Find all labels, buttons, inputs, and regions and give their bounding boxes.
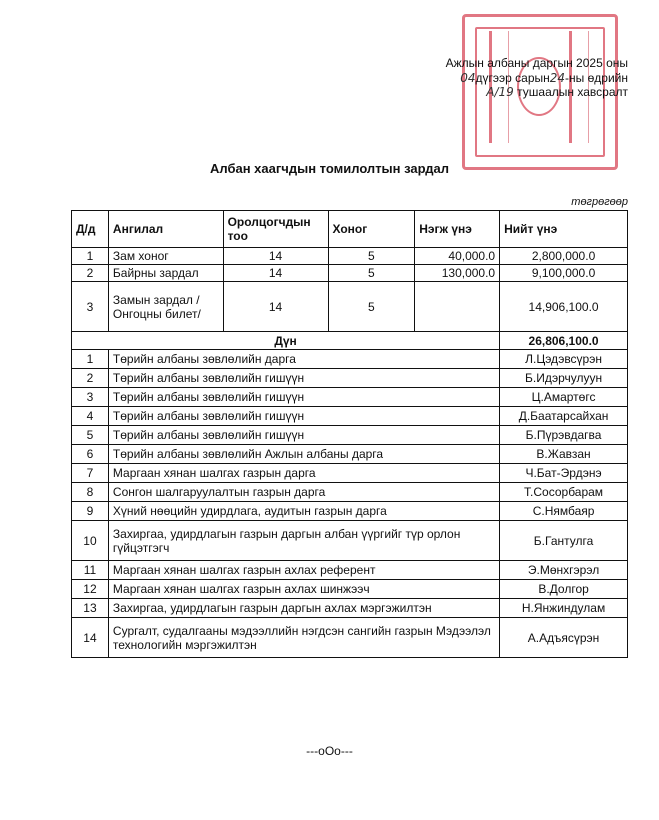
participant-no: 6: [72, 445, 109, 464]
participant-no: 13: [72, 599, 109, 618]
participant-row: [72, 350, 628, 369]
header-category: Ангилал: [108, 211, 223, 248]
participant-row: [72, 426, 628, 445]
participant-no: 8: [72, 483, 109, 502]
annex-line-3: А/19 тушаалын хавсралт: [486, 85, 628, 99]
participant-position: Захиргаа, удирдлагын газрын даргын албан үүргийг түр орлон гүйцэтгэгч: [108, 521, 499, 561]
participant-position: Төрийн албаны зөвлөлийн Ажлын албаны дарга: [108, 445, 499, 464]
participant-no: 12: [72, 580, 109, 599]
participant-no: 9: [72, 502, 109, 521]
participant-name: Б.Пүрэвдагва: [500, 426, 628, 445]
participant-name: Ц.Амартөгс: [500, 388, 628, 407]
participant-name: Т.Сосорбарам: [500, 483, 628, 502]
participant-name: С.Нямбаяр: [500, 502, 628, 521]
sum-label: Дүн: [72, 332, 500, 350]
participant-row: [72, 407, 628, 426]
header-total: Нийт үнэ: [500, 211, 628, 248]
participant-name: Л.Цэдэвсүрэн: [500, 350, 628, 369]
header-no: Д/д: [72, 211, 109, 248]
participant-row: [72, 580, 628, 599]
document-title: Албан хаагчдын томилолтын зардал: [209, 161, 449, 176]
participant-name: Д.Баатарсайхан: [500, 407, 628, 426]
participant-position: Сургалт, судалгааны мэдээллийн нэгдсэн сангийн газрын Мэдээлэл технологийн мэргэжилтэн: [108, 618, 499, 658]
participant-no: 1: [72, 350, 109, 369]
participant-name: В.Долгор: [500, 580, 628, 599]
participant-row: [72, 388, 628, 407]
participant-no: 2: [72, 369, 109, 388]
header-unit-price: Нэгж үнэ: [415, 211, 500, 248]
participant-row: [72, 369, 628, 388]
participant-no: 11: [72, 561, 109, 580]
participant-position: Төрийн албаны зөвлөлийн гишүүн: [108, 426, 499, 445]
sum-row: [72, 332, 628, 350]
participant-no: 7: [72, 464, 109, 483]
annex-line-1: Ажлын албаны даргын 2025 оны: [445, 56, 628, 70]
participant-row: [72, 561, 628, 580]
cost-row: 3 Замын зардал /Онгоцны билет/ 14 5 14,906,100.0: [72, 282, 628, 332]
currency-unit: төгрөгөөр: [571, 196, 628, 208]
participant-position: Төрийн албаны зөвлөлийн гишүүн: [108, 388, 499, 407]
participant-name: А.Адъясүрэн: [500, 618, 628, 658]
header-participants: Оролцогчдын тоо: [223, 211, 328, 248]
end-marker: ---oOo---: [306, 744, 353, 758]
annex-line-2: 04дүгээр сарын24-ны өдрийн: [460, 70, 628, 85]
participant-name: Н.Янжиндулам: [500, 599, 628, 618]
expense-table: [71, 210, 628, 658]
participant-row: [72, 599, 628, 618]
participant-position: Сонгон шалгаруулалтын газрын дарга: [108, 483, 499, 502]
participant-position: Маргаан хянан шалгах газрын ахлах референт: [108, 561, 499, 580]
participant-position: Маргаан хянан шалгах газрын ахлах шинжээч: [108, 580, 499, 599]
order-annex-note: [446, 56, 628, 100]
participant-row: [72, 618, 628, 658]
header-days: Хоног: [328, 211, 415, 248]
participant-no: 5: [72, 426, 109, 445]
participant-name: Б.Идэрчулуун: [500, 369, 628, 388]
cost-row: 1 Зам хоног 14 5 40,000.0 2,800,000.0: [72, 248, 628, 265]
table-header-row: [72, 211, 628, 248]
participant-name: Б.Гантулга: [500, 521, 628, 561]
participant-name: В.Жавзан: [500, 445, 628, 464]
sum-value: 26,806,100.0: [500, 332, 628, 350]
handwritten-day: 24: [549, 70, 566, 85]
participants-list: [72, 350, 628, 658]
participant-row: [72, 521, 628, 561]
participant-no: 4: [72, 407, 109, 426]
participant-row: [72, 445, 628, 464]
participant-row: [72, 464, 628, 483]
participant-position: Төрийн албаны зөвлөлийн гишүүн: [108, 407, 499, 426]
participant-no: 14: [72, 618, 109, 658]
participant-position: Хүний нөөцийн удирдлага, аудитын газрын дарга: [108, 502, 499, 521]
handwritten-month: 04: [460, 70, 476, 85]
participant-name: Ч.Бат-Эрдэнэ: [500, 464, 628, 483]
participant-row: [72, 502, 628, 521]
participant-no: 10: [72, 521, 109, 561]
participant-row: [72, 483, 628, 502]
participant-position: Маргаан хянан шалгах газрын дарга: [108, 464, 499, 483]
handwritten-order-number: А/19: [486, 85, 514, 99]
participant-position: Захиргаа, удирдлагын газрын даргын ахлах мэргэжилтэн: [108, 599, 499, 618]
cost-row: 2 Байрны зардал 14 5 130,000.0 9,100,000.0: [72, 265, 628, 282]
participant-position: Төрийн албаны зөвлөлийн дарга: [108, 350, 499, 369]
participant-name: Э.Мөнхгэрэл: [500, 561, 628, 580]
participant-no: 3: [72, 388, 109, 407]
participant-position: Төрийн албаны зөвлөлийн гишүүн: [108, 369, 499, 388]
